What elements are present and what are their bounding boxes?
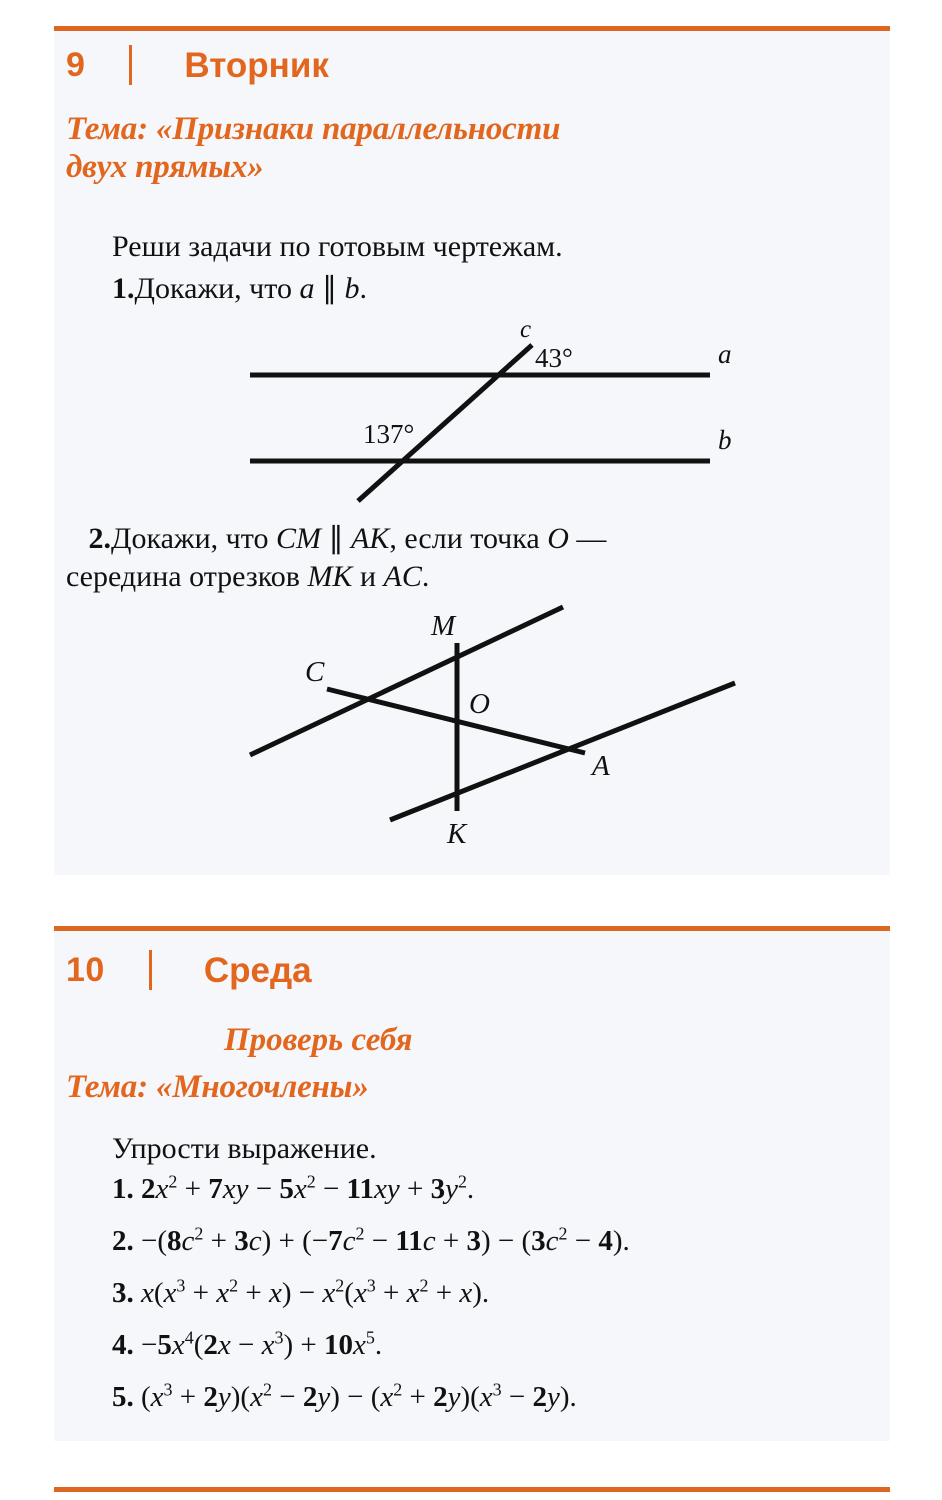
topic-line-2: двух прямых» (66, 149, 264, 185)
figure2-label-a: A (592, 750, 610, 782)
expression-body-3: $x(x^3 + x^2 + x) - x^2(x^3 + x^2 + x)$. (141, 1275, 490, 1309)
task-1-number: 1. (112, 272, 135, 305)
expression-row-2 (112, 1223, 630, 1257)
task-2-segment-ak: AK (351, 522, 390, 555)
day-header-wednesday (66, 950, 312, 990)
instruction-wednesday: Упрости выражение. (112, 1132, 377, 1165)
check-yourself-label: Проверь себя (224, 1022, 413, 1058)
expression-row-1 (112, 1171, 475, 1205)
figure1-label-a: a (718, 339, 732, 369)
task-2-lead: Докажи, что (111, 522, 276, 555)
task-1-suffix: . (359, 272, 367, 305)
day-header-tuesday (66, 45, 329, 85)
expression-number-3: 3. (112, 1277, 134, 1309)
expression-row-5 (112, 1379, 577, 1413)
day-name: Вторник (184, 45, 329, 85)
topic-tuesday (66, 110, 826, 186)
task-2-segment-cm: CM (276, 522, 321, 555)
expression-number-4: 4. (112, 1329, 134, 1361)
divider-rule-bottom (54, 1487, 890, 1492)
figure2-label-m: M (431, 610, 456, 642)
task-1-prefix: Докажи, что (134, 272, 300, 305)
task-1-text (112, 270, 367, 308)
line-through-c-m (250, 607, 563, 755)
line-through-k-a (390, 683, 735, 820)
task-2-parallel-sign: ∥ (328, 522, 344, 555)
topic-wednesday: Тема: «Многочлены» (66, 1069, 369, 1105)
figure-midpoint-segments (235, 595, 755, 850)
task-1-var-a: a (299, 272, 315, 305)
expression-number-5: 5. (112, 1381, 134, 1413)
task-2-line-1 (66, 520, 886, 558)
day-number: 9 (66, 46, 86, 84)
task-2-number: 2. (88, 522, 111, 555)
task-2-period: . (421, 560, 430, 593)
expression-number-2: 2. (112, 1225, 134, 1257)
topic-line-1: Тема: «Признаки параллельности (66, 111, 561, 147)
task-1-var-b: b (344, 272, 360, 305)
figure1-label-c: c (520, 316, 532, 343)
expression-row-4 (112, 1327, 383, 1361)
task-2-line-2 (66, 558, 886, 596)
task-2-mid: , если точка (389, 522, 548, 555)
figure1-angle-137: 137° (363, 419, 415, 449)
figure1-label-b: b (718, 425, 732, 455)
expression-row-3 (112, 1275, 490, 1309)
task-2-line2-lead: середина отрезков (66, 560, 308, 593)
task-2-segment-mk: MK (307, 560, 353, 593)
day-name: Среда (203, 950, 312, 990)
figure-parallel-lines-transversal (230, 315, 750, 515)
expression-number-1: 1. (112, 1173, 134, 1205)
day-number: 10 (66, 951, 105, 989)
day-separator (149, 950, 152, 990)
figure2-label-o: O (469, 688, 490, 720)
task-2-segment-ac: AC (383, 560, 422, 593)
expression-body-4: $-5x^4(2x - x^3) + 10x^5$. (141, 1327, 383, 1361)
task-2-dash: — (568, 522, 607, 555)
task-2-point-o: O (547, 522, 569, 555)
figure2-label-c: C (305, 656, 325, 688)
figure1-angle-43: 43° (535, 343, 573, 373)
instruction-tuesday: Реши задачи по готовым чертежам. (112, 230, 563, 263)
expression-body-2: $-(8c^2 + 3c) + (-7c^2 - 11c + 3) - (3c^2 - 4)$. (141, 1223, 630, 1257)
task-2-text (66, 520, 886, 596)
expression-body-5: $(x^3 + 2y)(x^2 - 2y) - (x^2 + 2y)(x^3 - 2y)$. (141, 1379, 577, 1413)
task-1-parallel-sign: ∥ (322, 272, 337, 305)
expression-body-1: $2x^2 + 7xy - 5x^2 - 11xy + 3y^2$. (141, 1171, 475, 1205)
figure2-label-k: K (447, 818, 467, 850)
task-2-conj: и (352, 560, 384, 593)
day-separator (129, 45, 132, 85)
